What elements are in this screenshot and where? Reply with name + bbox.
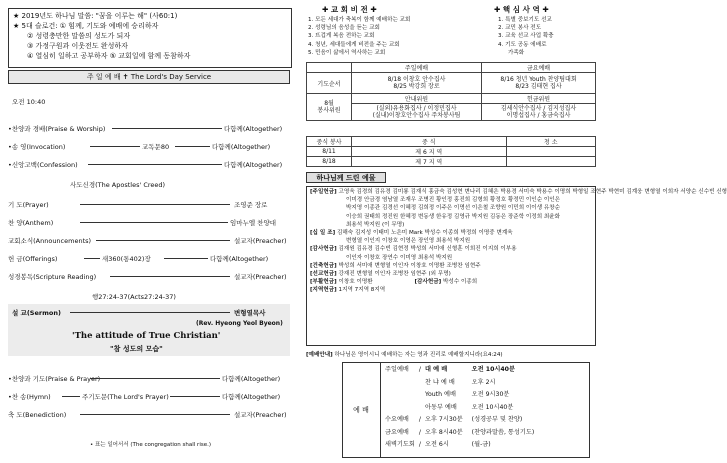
service-title: 주 일 예 배 ✝ The Lord's Day Service <box>86 73 212 81</box>
bulletin-left-page <box>0 0 300 463</box>
worship-table <box>384 364 535 452</box>
footnote: • 표는 일어서서 (The congregation shall rise.) <box>90 442 211 448</box>
offering-names: 강재진 변형열 이인자 조병찬 임현주 (외 무명) <box>338 271 451 278</box>
meal-table <box>306 136 596 167</box>
order-leader: 조영준 장로 <box>234 201 268 209</box>
offering-list <box>310 188 727 295</box>
offering-names: 김재원 김유경 김수빈 김현정 박성희 서미애 신형훈 이희진 이지희 이부용 <box>338 246 517 253</box>
order-leader: 임마누엘 찬양대 <box>230 219 277 227</box>
motto-line: ★ 5대 슬로건: ① 힘께, 기도와 예배에 승리하자 <box>13 22 159 30</box>
core-list <box>498 16 554 57</box>
vision-item: 2. 성령님의 음성을 듣는 교회 <box>308 25 380 32</box>
duty-cell: 김세식안수집사 / 김지성집사 이명섭집사 / 홍금숙집사 <box>482 104 596 121</box>
order-extra: 다함께(Altogether) <box>212 143 271 151</box>
order-label: 축 도(Benediction) <box>8 411 67 419</box>
vision-item: 1. 모든 세대가 축복이 함께 예배하는 교회 <box>308 17 411 23</box>
worship-cell <box>416 402 424 415</box>
worship-cell: 오후 8시40분 <box>424 428 463 436</box>
worship-cell: 대 예 배 <box>424 366 448 373</box>
service-title-bar <box>8 70 290 84</box>
order-leader: 설교자(Preacher) <box>234 237 287 245</box>
order-divider <box>90 146 140 147</box>
worship-note-label: [예배안내] <box>306 352 333 358</box>
offering-names: 이미경 안금경 염남열 조재우 조병진 황인정 홍진희 김형희 황정호 황정민 이인순 이인은 <box>346 197 561 204</box>
order-label: 헌 금(Offerings) <box>8 255 58 263</box>
worship-label: 예 배 <box>342 362 381 458</box>
worship-cell: / <box>418 428 421 436</box>
worship-cell: 새벽기도회 <box>385 441 415 448</box>
core-item: 2. 교민 봉사 전도 <box>498 25 542 32</box>
core-title: ✚ 핵 심 사 역 ✚ <box>494 5 549 14</box>
worship-cell: 금요예배 <box>385 428 409 436</box>
meal-cell: 8/18 <box>307 157 352 167</box>
motto-line: ② 성령충만한 말씀의 성도가 되자 <box>27 32 131 40</box>
order-extra: 다함께(Altogether) <box>222 393 281 401</box>
order-label: 교회소식(Announcements) <box>8 237 92 245</box>
meal-header: 중 식 <box>352 137 507 147</box>
order-divider <box>70 312 230 313</box>
offering-names: 박성수 이종희 <box>443 279 478 286</box>
worship-cell: 오전 6시 <box>424 441 449 448</box>
offering-names: 고영욱 김경희 김유경 김미룡 김재식 홍금숙 김성현 변나리 김혜은 박용경 서미숙 박용수 이명희 박형일 조현주 박현미 김계웅 변형열 이희자 서양순 신수빈 신형 <box>338 189 727 195</box>
offering-names: 변형열 이인지 이창호 이영은 장인영 최용석 박지원 <box>346 238 471 245</box>
order-divider <box>96 240 230 241</box>
sermon-label: 설 교(Sermon) <box>12 309 61 317</box>
order-label: 성경봉독(Scripture Reading) <box>8 273 97 281</box>
duty-header <box>307 63 352 73</box>
sermon-title-en: 'The attitude of True Christian' <box>72 331 221 341</box>
offering-label: [부활헌금] <box>310 279 337 286</box>
meal-header: 청 소 <box>506 137 596 147</box>
offering-names: 1지역 7지역 8지역 <box>338 287 386 294</box>
order-leader: 다함께(Altogether) <box>224 161 283 169</box>
motto-box <box>8 8 292 68</box>
order-divider <box>90 378 220 379</box>
worship-note-text: 하나님은 영이시니 예배하는 자는 영과 진리로 예배할지니라(요4:24) <box>334 352 503 358</box>
offering-names: 김해숙 김지성 이태미 노은미 Mark 박성수 이종희 박정희 이명중 변계욱 <box>337 230 513 237</box>
offering-label: [십 일 조] <box>310 230 336 237</box>
offering-title: 하나님께 드린 예물 <box>306 172 386 183</box>
offering-names: 이창호 이명환 <box>338 279 373 286</box>
vision-item: 3. 뜨겁게 복음 전하는 교회 <box>308 33 375 40</box>
motto-line: ③ 가정구원과 이웃전도 완성하자 <box>27 42 128 50</box>
core-item: 4. 기도 공동 에배로 <box>498 41 547 48</box>
worship-cell: / <box>418 366 421 373</box>
order-divider <box>170 396 220 397</box>
vision-title: ✚ 교 회 비 전 ✚ <box>322 5 377 14</box>
worship-cell <box>384 389 416 402</box>
worship-cell: 수요예배 <box>385 416 409 423</box>
worship-cell: (성경공부 및 찬양) <box>471 416 523 423</box>
offering-names: 최용석 박지원 (이 무명) <box>346 221 405 228</box>
bulletin-right-page <box>302 0 727 463</box>
order-divider <box>88 164 222 165</box>
sermon-title-ko: "참 성도의 모습" <box>110 345 163 353</box>
order-leader: 다함께(Altogether) <box>222 375 281 383</box>
worship-cell: 오전 10시40분 <box>471 403 514 411</box>
creed-label: 사도신경(The Apostles' Creed) <box>70 181 166 189</box>
worship-cell: 오후 2시 <box>471 378 496 386</box>
order-divider <box>175 146 210 147</box>
duty-header: 금요예배 <box>482 63 596 73</box>
duty-cell: (실외)유용화집사 / 이정민집사 (실내)이창호안수집사 주차봉사팀 <box>352 104 482 121</box>
duty-cell: 8/18 이창호 안수집사 8/25 박강희 장로 <box>352 73 482 94</box>
duty-header: 주일예배 <box>352 63 482 73</box>
offering-names: 박성희 서미애 변형열 이인자 이창호 이명환 조병찬 임현주 <box>338 262 481 269</box>
order-label: •신앙고백(Confession) <box>8 161 78 169</box>
worship-cell: 오전 10시40분 <box>471 366 515 373</box>
order-label: 찬 양(Anthem) <box>8 219 54 227</box>
order-leader: 새360(통402)장 <box>102 255 151 263</box>
duty-cell: 안내위원 <box>352 94 482 104</box>
duty-cell: 헌금위원 <box>482 94 596 104</box>
vision-item: 4. 청년, 세대들에게 비전을 주는 교회 <box>308 41 400 48</box>
worship-cell <box>384 402 416 415</box>
order-divider <box>80 414 230 415</box>
order-divider <box>62 396 80 397</box>
duty-table <box>306 62 596 121</box>
offering-names: 박지영 이종관 김경선 이혜정 김희정 이주은 이명선 이은철 조향원 이민희 이이생 유창순 <box>346 205 561 212</box>
worship-cell: 오전 9시30분 <box>471 391 510 398</box>
offering-names: 이승희 권태희 정진원 한혜정 변동생 한유정 김영규 박지원 김동은 장준학 이정희 최윤화 <box>346 213 561 220</box>
order-leader: 설교자(Preacher) <box>234 273 287 281</box>
worship-cell: / <box>418 441 421 448</box>
order-label: •찬양과 경배(Praise & Worship) <box>8 125 106 133</box>
motto-title: ★ 2019년도 하나님 말씀: "꿈을 이루는 해" (사60:1) <box>13 12 178 20</box>
meal-header: 중식 봉사 <box>307 137 352 147</box>
worship-cell: (월-금) <box>471 441 491 448</box>
duty-cell: 기도순서 <box>307 73 352 94</box>
order-divider <box>84 258 100 259</box>
vision-item: 5. 민음이 삶에서 역사하는 교회 <box>308 49 386 56</box>
service-time: 오전 10:40 <box>12 98 46 106</box>
core-item: 3. 교육 선교 사업 확충 <box>498 33 554 40</box>
sermon-preacher-en: (Rev. Hyeong Yeol Byeon) <box>196 320 283 327</box>
order-label: •찬 송(Hymn) <box>8 393 51 401</box>
offering-names: 이인자 이창호 장연수 이미영 최용석 박지원 <box>346 254 453 261</box>
order-divider <box>112 128 222 129</box>
meal-cell: 제 6 지 역 <box>352 147 507 157</box>
worship-cell: (찬양과말씀, 통성기도) <box>471 428 535 436</box>
order-label: 기 도(Prayer) <box>8 201 49 209</box>
meal-cell <box>506 147 596 157</box>
order-label: •송 영(Invocation) <box>8 143 66 151</box>
worship-cell: / <box>418 416 421 423</box>
worship-cell: 오후 7시30분 <box>424 416 463 423</box>
order-leader: 주기도문(The Lord's Prayer) <box>82 393 169 401</box>
order-leader: 다함께(Altogether) <box>224 125 283 133</box>
offering-label: [선교헌금] <box>310 271 337 278</box>
order-label: •찬양과 기도(Praise & Prayer) <box>8 375 101 383</box>
worship-cell <box>416 389 424 402</box>
worship-cell: 아동부 예배 <box>424 403 457 411</box>
order-divider <box>164 258 208 259</box>
worship-cell: 주일예배 <box>385 366 409 373</box>
offering-label: [감사헌금] <box>414 279 442 286</box>
core-item: 1. 특별 중보기도 선교 <box>498 17 552 23</box>
order-extra: 다함께(Altogether) <box>210 255 269 263</box>
meal-cell: 8/11 <box>307 147 352 157</box>
worship-cell: 찬 냐 예 배 <box>424 378 455 386</box>
motto-line: ④ 열심히 일하고 공부하자 ⑤ 교회일에 함께 동참하자 <box>27 52 191 60</box>
worship-note <box>306 351 503 359</box>
meal-cell <box>506 157 596 167</box>
order-leader: 교독문80 <box>142 143 170 151</box>
offering-label: [주일헌금] <box>310 189 337 195</box>
worship-cell <box>384 377 416 390</box>
order-leader: 설교자(Preacher) <box>234 411 287 419</box>
duty-cell: 8/16 청년 Youth 찬양팀대회 8/23 김태현 집사 <box>482 73 596 94</box>
worship-cell <box>416 377 424 390</box>
core-item: 가족화 <box>508 49 525 56</box>
worship-cell: Youth 예배 <box>424 391 456 398</box>
sermon-preacher: 변형열목사 <box>234 309 266 317</box>
offering-label: [감사헌금] <box>310 246 337 253</box>
order-divider <box>110 276 230 277</box>
vision-list <box>308 16 410 57</box>
offering-label: [건축헌금] <box>310 262 337 269</box>
meal-cell: 제 7 지 역 <box>352 157 507 167</box>
offering-label: [지역헌금] <box>310 287 337 294</box>
order-divider <box>80 222 228 223</box>
scripture-ref: 행27:24-37(Acts27:24-37) <box>92 293 176 301</box>
duty-cell: 8월 봉사위원 <box>307 94 352 121</box>
order-divider <box>80 204 230 205</box>
